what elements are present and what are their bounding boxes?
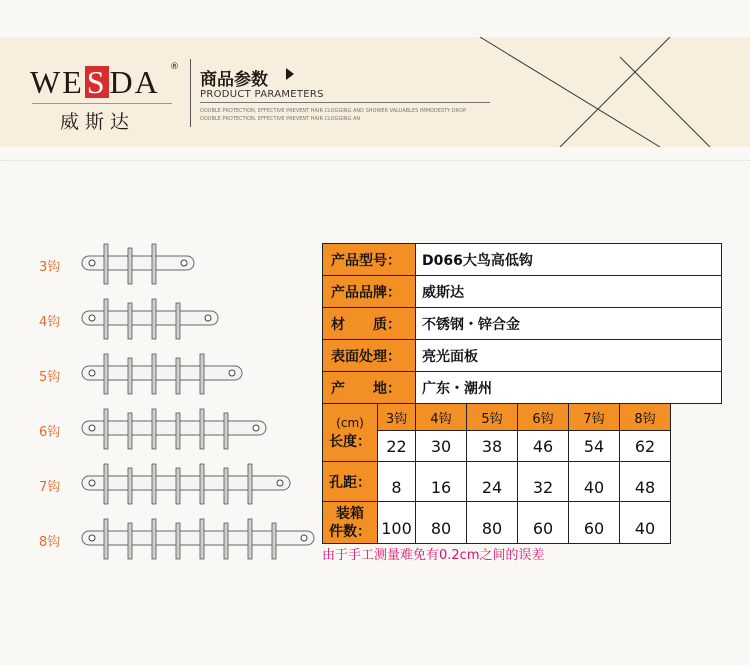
hook-rail-7-image — [80, 460, 292, 510]
header-divider — [190, 59, 191, 127]
length-cell: 22 — [378, 431, 416, 462]
tagline-line-1: DOUBLE PROTECTION, EFFECTIVE PREVENT HAIR CLOGGING AND SHOWER VALUABLES IMMODESTY DROP — [200, 108, 467, 114]
box-cell: 60 — [518, 502, 569, 544]
spec-label-material-b: 质： — [373, 316, 401, 333]
screw-hole — [89, 260, 95, 266]
box-label-line-1: 装箱 — [336, 505, 364, 522]
size-header: 7钩 — [569, 404, 620, 431]
hook-prong — [152, 519, 156, 559]
hook-prong — [104, 519, 108, 559]
hook-prong — [152, 299, 156, 339]
logo-s-box: S — [86, 64, 107, 100]
hook-prong — [200, 354, 204, 394]
length-cell: 30 — [416, 431, 467, 462]
hook-label-5: 5钩 — [39, 370, 61, 385]
box-cell: 40 — [620, 502, 671, 544]
length-label: 长度： — [329, 433, 371, 450]
length-cell: 46 — [518, 431, 569, 462]
hook-prong — [104, 354, 108, 394]
box-cell: 80 — [467, 502, 518, 544]
spec-row-material — [323, 308, 722, 340]
box-cell: 100 — [378, 502, 416, 544]
screw-hole — [301, 535, 307, 541]
brand-name-cn: 威斯达 — [60, 111, 136, 133]
hook-prong — [224, 468, 228, 504]
box-cell: 60 — [569, 502, 620, 544]
hook-prong — [200, 519, 204, 559]
spacing-cell: 40 — [569, 462, 620, 502]
hook-label-6: 6钩 — [39, 425, 61, 440]
mounting-plate — [82, 421, 266, 435]
logo-da: DA — [109, 64, 160, 100]
spec-value-finish: 亮光面板 — [416, 340, 722, 372]
hook-prong — [104, 244, 108, 284]
hook-label-3: 3钩 — [39, 260, 61, 275]
hook-prong — [128, 468, 132, 504]
spacing-cell: 24 — [467, 462, 518, 502]
logo-we: WE — [30, 64, 84, 100]
spec-value-material: 不锈钢・锌合金 — [416, 308, 722, 340]
screw-hole — [277, 480, 283, 486]
spacing-cell: 8 — [378, 462, 416, 502]
hook-prong — [128, 358, 132, 394]
spec-label-material-a: 材 — [331, 316, 345, 333]
spec-label-material — [323, 308, 416, 340]
hook-rail-3-image — [80, 240, 196, 290]
mounting-plate — [82, 311, 218, 325]
spec-table — [322, 243, 722, 544]
spec-value-model: D066大鸟高低钩 — [416, 244, 722, 276]
hook-label-7: 7钩 — [39, 480, 61, 495]
spec-label-finish: 表面处理： — [323, 340, 416, 372]
length-cell: 54 — [569, 431, 620, 462]
hook-prong — [272, 523, 276, 559]
hook-prong — [104, 409, 108, 449]
arrow-right-icon — [286, 68, 294, 80]
header-banner — [0, 37, 750, 147]
hook-prong — [128, 303, 132, 339]
spec-row-model — [323, 244, 722, 276]
screw-hole — [89, 535, 95, 541]
mounting-plate — [82, 531, 314, 545]
hook-rail-5-image — [80, 350, 244, 400]
screw-hole — [253, 425, 259, 431]
hook-rail-8-image — [80, 515, 316, 565]
hook-prong — [104, 464, 108, 504]
spec-row-origin — [323, 372, 722, 404]
hook-rail-6-image — [80, 405, 268, 455]
hook-prong — [128, 248, 132, 284]
section-rule — [200, 102, 490, 103]
spacing-cell: 32 — [518, 462, 569, 502]
decorative-lines — [470, 37, 750, 147]
screw-hole — [229, 370, 235, 376]
hook-label-8: 8钩 — [39, 535, 61, 550]
size-header: 5钩 — [467, 404, 518, 431]
measurement-note: 由于手工测量难免有0.2cm之间的误差 — [322, 548, 545, 563]
screw-hole — [89, 315, 95, 321]
hook-prong — [200, 409, 204, 449]
hook-prong — [152, 464, 156, 504]
hook-prong — [248, 519, 252, 559]
section-title: 商品参数 — [200, 70, 268, 90]
spec-value-origin: 广东・潮州 — [416, 372, 722, 404]
spec-label-model: 产品型号： — [323, 244, 416, 276]
hook-prong — [128, 523, 132, 559]
length-cell: 38 — [467, 431, 518, 462]
unit-label: (cm) — [336, 415, 364, 430]
hook-prong — [152, 244, 156, 284]
hook-prong — [176, 413, 180, 449]
tagline-line-2: DOUBLE PROTECTION, EFFECTIVE PREVENT HAIR CLOGGING AN — [200, 116, 361, 122]
box-row — [323, 502, 722, 544]
length-row-label — [323, 404, 378, 462]
hook-prong — [224, 413, 228, 449]
hook-rail-4-image — [80, 295, 220, 345]
dotted-separator — [0, 160, 750, 161]
spec-row-finish — [323, 340, 722, 372]
mounting-plate — [82, 256, 194, 270]
spec-label-brand: 产品品牌： — [323, 276, 416, 308]
box-cell: 80 — [416, 502, 467, 544]
screw-hole — [89, 425, 95, 431]
screw-hole — [89, 370, 95, 376]
hook-prong — [152, 354, 156, 394]
size-header: 8钩 — [620, 404, 671, 431]
spec-row-brand — [323, 276, 722, 308]
hook-prong — [176, 523, 180, 559]
brand-logo — [30, 64, 160, 100]
hook-prong — [176, 468, 180, 504]
hook-prong — [152, 409, 156, 449]
logo-underline — [32, 103, 172, 104]
spec-label-origin — [323, 372, 416, 404]
hook-label-4: 4钩 — [39, 315, 61, 330]
length-row — [323, 431, 722, 462]
spec-label-origin-b: 地： — [373, 380, 401, 397]
screw-hole — [181, 260, 187, 266]
hook-prong — [104, 299, 108, 339]
hook-prong — [224, 523, 228, 559]
spacing-row — [323, 462, 722, 502]
spec-value-brand: 威斯达 — [416, 276, 722, 308]
size-header-row — [323, 404, 722, 431]
screw-hole — [89, 480, 95, 486]
size-header: 4钩 — [416, 404, 467, 431]
hook-prong — [248, 464, 252, 504]
spacing-label: 孔距： — [323, 462, 378, 502]
screw-hole — [205, 315, 211, 321]
box-label-line-2: 件数： — [329, 523, 371, 540]
spec-label-origin-a: 产 — [331, 380, 345, 397]
registered-mark: ® — [170, 62, 179, 72]
length-cell: 62 — [620, 431, 671, 462]
hook-prong — [176, 358, 180, 394]
mounting-plate — [82, 476, 290, 490]
spacing-cell: 48 — [620, 462, 671, 502]
box-label — [323, 502, 378, 544]
hook-prong — [176, 303, 180, 339]
hook-prong — [200, 464, 204, 504]
hook-prong — [128, 413, 132, 449]
size-header: 6钩 — [518, 404, 569, 431]
spacing-cell: 16 — [416, 462, 467, 502]
size-header: 3钩 — [378, 404, 416, 431]
section-subtitle: PRODUCT PARAMETERS — [200, 89, 324, 100]
